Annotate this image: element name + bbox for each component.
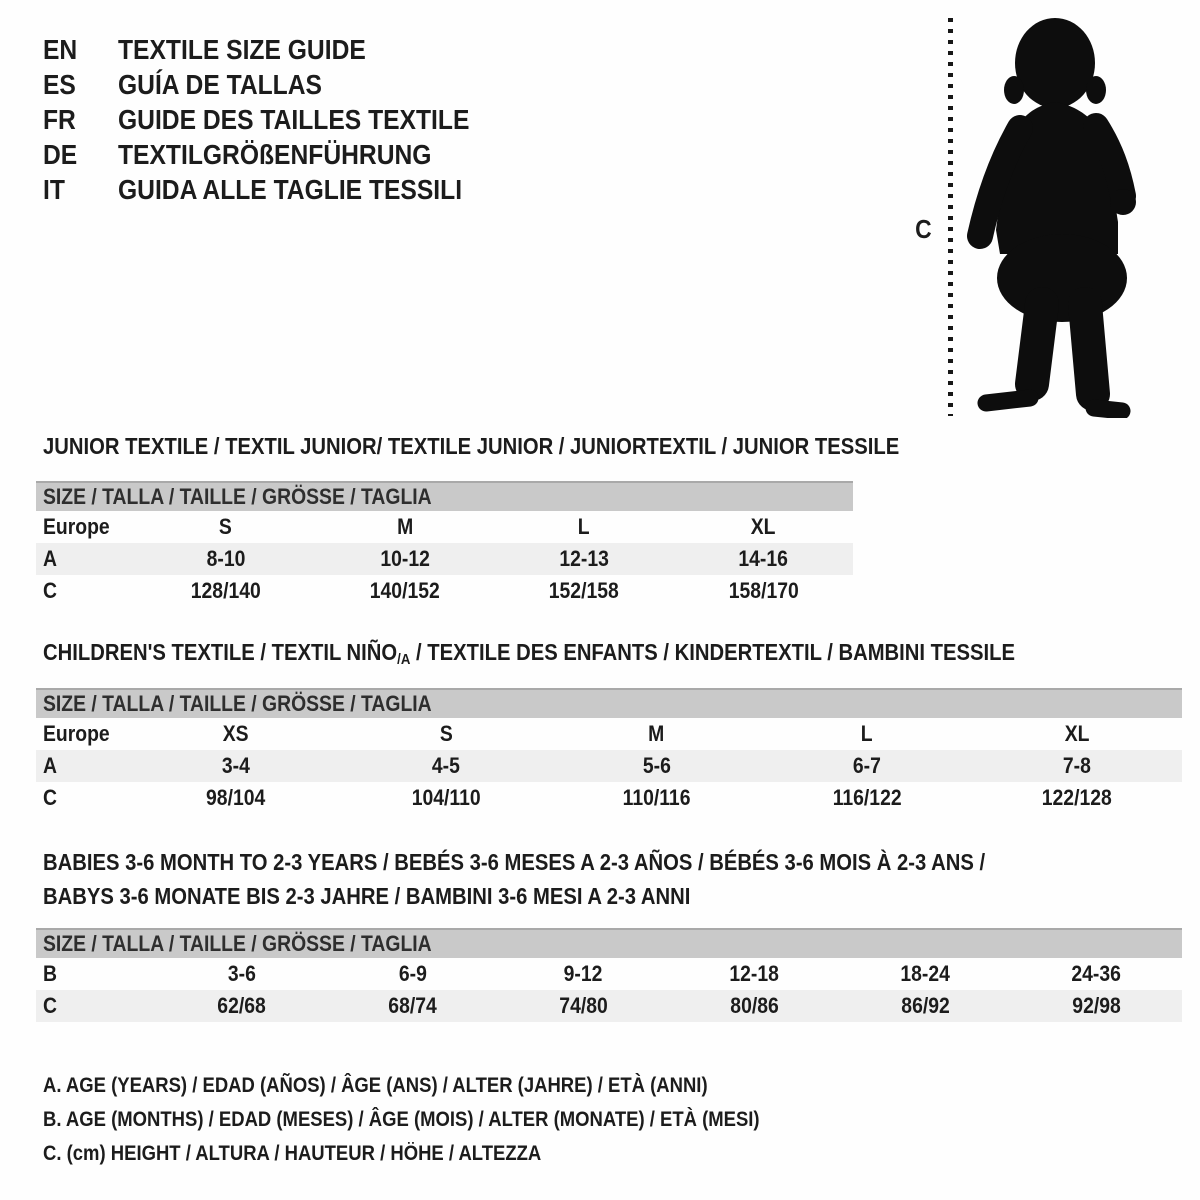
- cell-value: 74/80: [559, 993, 608, 1018]
- cell-value: 14-16: [738, 546, 789, 571]
- children-size-table: [36, 688, 1182, 814]
- table-row: [36, 958, 1182, 990]
- lang-code-it: IT: [43, 173, 65, 205]
- height-measure-label: C: [915, 214, 932, 244]
- cell-value: 8-10: [206, 546, 245, 571]
- row-label: A: [43, 546, 57, 571]
- table-row: [36, 575, 853, 607]
- table-row: [36, 990, 1182, 1022]
- table-row: [36, 511, 853, 543]
- table-row: [36, 543, 853, 575]
- junior-size-header-bar: SIZE / TALLA / TAILLE / GRÖSSE / TAGLIA: [36, 481, 853, 511]
- row-label: A: [43, 753, 57, 778]
- cell-value: 110/116: [622, 785, 691, 810]
- title-subscript: /A: [397, 651, 411, 668]
- cell-value: 10-12: [380, 546, 430, 571]
- babies-section-title-line1: BABIES 3-6 MONTH TO 2-3 YEARS / BEBÉS 3-6 MESES A 2-3 AÑOS / BÉBÉS 3-6 MOIS À 2-3 ANS /: [43, 849, 986, 875]
- lang-code-de: DE: [43, 138, 78, 170]
- cell-value: S: [219, 514, 233, 539]
- cell-value: 152/158: [549, 578, 620, 603]
- lang-title-de: TEXTILGRÖßENFÜHRUNG: [118, 138, 432, 170]
- cell-value: 128/140: [190, 578, 261, 603]
- row-label: Europe: [43, 721, 110, 746]
- children-size-header-bar: SIZE / TALLA / TAILLE / GRÖSSE / TAGLIA: [36, 688, 1182, 718]
- babies-size-header-bar: SIZE / TALLA / TAILLE / GRÖSSE / TAGLIA: [36, 928, 1182, 958]
- lang-title-fr: GUIDE DES TAILLES TEXTILE: [118, 103, 470, 135]
- cell-value: 6-9: [398, 961, 427, 986]
- cell-value: 158/170: [728, 578, 799, 603]
- babies-size-table: [36, 928, 1182, 1022]
- cell-value: 24-36: [1071, 961, 1122, 986]
- language-title-block: [43, 32, 517, 207]
- junior-section-title: JUNIOR TEXTILE / TEXTIL JUNIOR/ TEXTILE JUNIOR / JUNIORTEXTIL / JUNIOR TESSILE: [43, 433, 900, 459]
- cell-value: 12-13: [559, 546, 609, 571]
- lang-title-es: GUÍA DE TALLAS: [118, 68, 322, 100]
- cell-value: 86/92: [901, 993, 950, 1018]
- cell-value: M: [396, 514, 413, 539]
- table-row: [36, 750, 1182, 782]
- cell-value: 5-6: [642, 753, 671, 778]
- height-measure-dashed-line: [948, 18, 953, 416]
- cell-value: 18-24: [900, 961, 951, 986]
- cell-value: 80/86: [730, 993, 779, 1018]
- lang-row-es: [43, 67, 517, 102]
- cell-value: L: [860, 721, 873, 746]
- cell-value: 122/128: [1041, 785, 1112, 810]
- cell-value: 3-4: [222, 753, 251, 778]
- row-label: C: [43, 578, 57, 603]
- cell-value: 62/68: [217, 993, 266, 1018]
- table-row: [36, 782, 1182, 814]
- lang-code-en: EN: [43, 33, 78, 65]
- cell-value: 68/74: [388, 993, 437, 1018]
- lang-row-it: [43, 172, 517, 207]
- legend-line-c: C. (cm) HEIGHT / ALTURA / HAUTEUR / HÖHE / ALTEZZA: [43, 1142, 542, 1165]
- cell-value: 3-6: [227, 961, 256, 986]
- legend-line-a: A. AGE (YEARS) / EDAD (AÑOS) / ÂGE (ANS) / ALTER (JAHRE) / ETÀ (ANNI): [43, 1074, 708, 1097]
- lang-row-fr: [43, 102, 517, 137]
- lang-row-de: [43, 137, 517, 172]
- row-label: B: [43, 961, 57, 986]
- row-label: C: [43, 993, 57, 1018]
- cell-value: 140/152: [369, 578, 440, 603]
- cell-value: 6-7: [852, 753, 881, 778]
- lang-title-it: GUIDA ALLE TAGLIE TESSILI: [118, 173, 463, 205]
- table-row: [36, 718, 1182, 750]
- babies-section-title-line2: BABYS 3-6 MONATE BIS 2-3 JAHRE / BAMBINI 3-6 MESI A 2-3 ANNI: [43, 883, 691, 909]
- cell-value: 116/122: [832, 785, 902, 810]
- cell-value: 92/98: [1072, 993, 1121, 1018]
- cell-value: S: [439, 721, 453, 746]
- cell-value: 9-12: [564, 961, 603, 986]
- cell-value: M: [648, 721, 665, 746]
- cell-value: 4-5: [432, 753, 461, 778]
- row-label: C: [43, 785, 57, 810]
- cell-value: L: [578, 514, 591, 539]
- cell-value: XS: [223, 721, 250, 746]
- row-label: Europe: [43, 514, 110, 539]
- cell-value: XL: [1064, 721, 1090, 746]
- cell-value: 7-8: [1062, 753, 1091, 778]
- cell-value: XL: [751, 514, 776, 539]
- junior-size-table: [36, 481, 853, 607]
- lang-row-en: [43, 32, 517, 67]
- lang-code-es: ES: [43, 68, 76, 100]
- toddler-silhouette-icon: [960, 16, 1140, 418]
- legend-line-b: B. AGE (MONTHS) / EDAD (MESES) / ÂGE (MOIS) / ALTER (MONATE) / ETÀ (MESI): [43, 1108, 760, 1131]
- cell-value: 12-18: [729, 961, 780, 986]
- lang-code-fr: FR: [43, 103, 76, 135]
- lang-title-en: TEXTILE SIZE GUIDE: [118, 33, 366, 65]
- cell-value: 98/104: [206, 785, 266, 810]
- cell-value: 104/110: [411, 785, 481, 810]
- children-section-title: CHILDREN'S TEXTILE / TEXTIL $NIÑO_{/A}$ / TEXTILE DES ENFANTS / KINDERTEXTIL / BAMBINI TESSILE: [43, 639, 1016, 668]
